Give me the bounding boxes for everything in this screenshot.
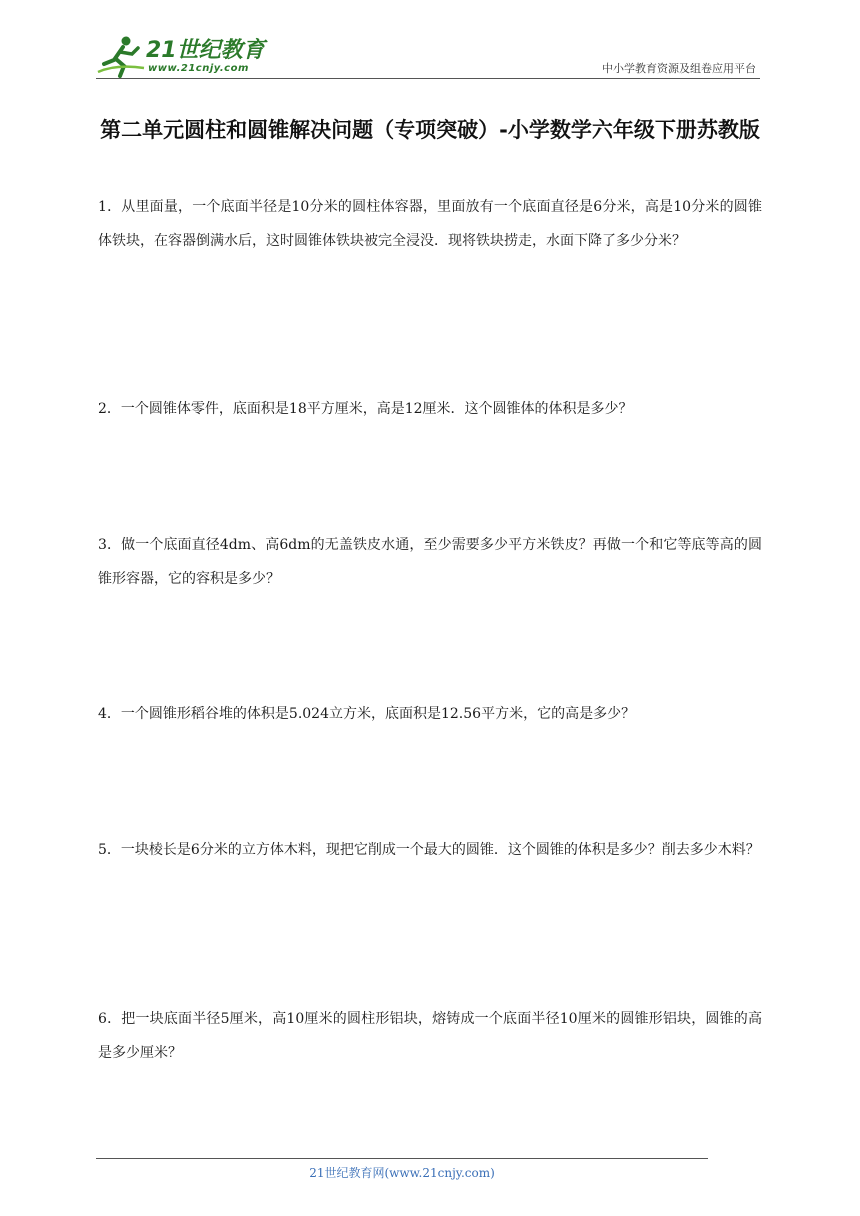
header-divider xyxy=(96,78,760,79)
question-1: 1．从里面量，一个底面半径是10分米的圆柱体容器，里面放有一个底面直径是6分米，高是10分米的圆锥体铁块，在容器倒满水后，这时圆锥体铁块被完全浸没．现将铁块捞走，水面下降了多少分米？ xyxy=(98,199,762,249)
footer-divider xyxy=(96,1158,708,1159)
question-6: 6．把一块底面半径5厘米，高10厘米的圆柱形铝块，熔铸成一个底面半径10厘米的圆锥形铝块，圆锥的高是多少厘米？ xyxy=(98,1011,762,1061)
logo xyxy=(96,34,266,78)
question-3: 3．做一个底面直径4dm、高6dm的无盖铁皮水通，至少需要多少平方米铁皮？再做一个和它等底等高的圆锥形容器，它的容积是多少？ xyxy=(98,537,762,587)
page-header xyxy=(96,34,760,80)
logo-text: 21世纪教育 xyxy=(146,38,265,63)
runner-icon xyxy=(96,34,148,78)
footer-text: 21世纪教育网(www.21cnjy.com) xyxy=(309,1166,495,1180)
question-5: 5．一块棱长是6分米的立方体木料，现把它削成一个最大的圆锥．这个圆锥的体积是多少？削去多少木料？ xyxy=(98,842,760,858)
logo-url: www.21cnjy.com xyxy=(148,63,249,74)
platform-label: 中小学教育资源及组卷应用平台 xyxy=(602,62,756,75)
document-title: 第二单元圆柱和圆锥解决问题（专项突破）-小学数学六年级下册苏教版 xyxy=(100,118,760,142)
question-4: 4．一个圆锥形稻谷堆的体积是5.024立方米，底面积是12.56平方米，它的高是多少？ xyxy=(98,706,636,722)
question-2: 2．一个圆锥体零件，底面积是18平方厘米，高是12厘米．这个圆锥体的体积是多少？ xyxy=(98,401,633,417)
